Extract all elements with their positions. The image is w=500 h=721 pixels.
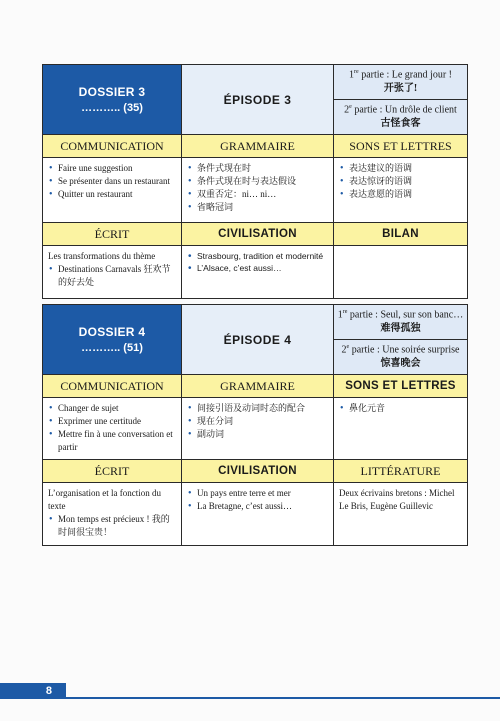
dossier-title: DOSSIER 3 bbox=[78, 85, 146, 99]
part-2-chinese: 惊喜晚会 bbox=[380, 358, 421, 370]
list-item: • La Bretagne, c’est aussi… bbox=[187, 500, 329, 513]
list-item: • Changer de sujet bbox=[48, 402, 177, 415]
list-item: • 条件式现在时 bbox=[187, 162, 329, 175]
episode-parts bbox=[334, 305, 467, 374]
civilisation-cell bbox=[182, 246, 334, 298]
section-headers-row-1 bbox=[43, 375, 467, 398]
ecrit-cell bbox=[43, 246, 182, 298]
dossier-title: DOSSIER 4 bbox=[78, 325, 146, 339]
list-item: • 条件式现在时与表达假设 bbox=[187, 175, 329, 188]
header-litterature: LITTÉRATURE bbox=[334, 460, 467, 482]
list-item: • Destinations Carnavals 狂欢节的好去处 bbox=[48, 263, 177, 289]
dossier-3-table bbox=[42, 64, 468, 299]
part-1: 1re partie : Le grand jour ! 开张了! bbox=[334, 65, 467, 99]
sons-cell bbox=[334, 158, 467, 222]
list-item: • 表达惊讶的语调 bbox=[339, 175, 463, 188]
part-1: 1re partie : Seul, sur son banc… 难得孤独 bbox=[334, 305, 467, 339]
header-sons-et-lettres: SONS ET LETTRES bbox=[334, 375, 467, 397]
header-sons-et-lettres: SONS ET LETTRES bbox=[334, 135, 467, 157]
content-row-1 bbox=[43, 158, 467, 223]
part-2-chinese: 古怪食客 bbox=[380, 118, 421, 130]
header-grammaire: GRAMMAIRE bbox=[182, 375, 334, 397]
list-item: • Exprimer une certitude bbox=[48, 415, 177, 428]
list-item: • Un pays entre terre et mer bbox=[187, 487, 329, 500]
dossier-title-cell bbox=[43, 305, 182, 374]
list-item: • L’Alsace, c’est aussi… bbox=[187, 262, 329, 274]
litterature-cell bbox=[334, 483, 467, 545]
dossier-4-table bbox=[42, 304, 468, 546]
ecrit-intro: L’organisation et la fonction du texte bbox=[48, 488, 161, 512]
header-ecrit: ÉCRIT bbox=[43, 223, 182, 245]
footer-rule bbox=[66, 697, 500, 699]
section-headers-row-2 bbox=[43, 223, 467, 246]
grammaire-cell bbox=[182, 398, 334, 459]
page-number: 8 bbox=[0, 683, 66, 699]
list-item: • 双重否定：ni… ni… bbox=[187, 188, 329, 201]
dossier-header-row bbox=[43, 305, 467, 375]
header-grammaire: GRAMMAIRE bbox=[182, 135, 334, 157]
list-item: • Mettre fin à une conversation et partir bbox=[48, 428, 177, 454]
ecrit-intro: Les transformations du thème bbox=[48, 251, 156, 261]
header-ecrit: ÉCRIT bbox=[43, 460, 182, 482]
list-item: • 表达意愿的语调 bbox=[339, 188, 463, 201]
list-item: • 现在分词 bbox=[187, 415, 329, 428]
list-item: • 省略冠词 bbox=[187, 201, 329, 214]
content-row-2 bbox=[43, 246, 467, 298]
dossier-page-ref: ……….. (51) bbox=[81, 342, 143, 354]
header-bilan: BILAN bbox=[334, 223, 467, 245]
communication-cell bbox=[43, 158, 182, 222]
part-1-chinese: 开张了! bbox=[383, 83, 418, 95]
content-row-2 bbox=[43, 483, 467, 545]
dossier-title-cell bbox=[43, 65, 182, 134]
list-item: • 副动词 bbox=[187, 428, 329, 441]
ecrit-cell bbox=[43, 483, 182, 545]
litterature-text: Deux écrivains bretons : Michel Le Bris, Eugène Guillevic bbox=[339, 488, 455, 512]
list-item: • 表达建议的语调 bbox=[339, 162, 463, 175]
civilisation-cell bbox=[182, 483, 334, 545]
list-item: • Mon temps est précieux ! 我的时间很宝贵！ bbox=[48, 513, 177, 539]
bilan-cell bbox=[334, 246, 467, 298]
list-item: • Se présenter dans un restaurant bbox=[48, 175, 177, 188]
part-2: 2e partie : Une soirée surprise 惊喜晚会 bbox=[334, 339, 467, 374]
list-item: • 鼻化元音 bbox=[339, 402, 463, 415]
sons-cell bbox=[334, 398, 467, 459]
section-headers-row-2 bbox=[43, 460, 467, 483]
communication-cell bbox=[43, 398, 182, 459]
header-civilisation: CIVILISATION bbox=[182, 223, 334, 245]
header-communication: COMMUNICATION bbox=[43, 135, 182, 157]
grammaire-cell bbox=[182, 158, 334, 222]
episode-parts bbox=[334, 65, 467, 134]
header-communication: COMMUNICATION bbox=[43, 375, 182, 397]
episode-title: ÉPISODE 3 bbox=[182, 65, 334, 134]
part-2: 2e partie : Un drôle de client 古怪食客 bbox=[334, 99, 467, 134]
list-item: • 间接引语及动词时态的配合 bbox=[187, 402, 329, 415]
section-headers-row-1 bbox=[43, 135, 467, 158]
list-item: • Quitter un restaurant bbox=[48, 188, 177, 201]
dossier-page-ref: ……….. (35) bbox=[81, 102, 143, 114]
list-item: • Strasbourg, tradition et modernité bbox=[187, 250, 329, 262]
list-item: • Faire une suggestion bbox=[48, 162, 177, 175]
content-row-1 bbox=[43, 398, 467, 460]
episode-title: ÉPISODE 4 bbox=[182, 305, 334, 374]
dossier-header-row bbox=[43, 65, 467, 135]
part-1-chinese: 难得孤独 bbox=[380, 323, 421, 335]
header-civilisation: CIVILISATION bbox=[182, 460, 334, 482]
